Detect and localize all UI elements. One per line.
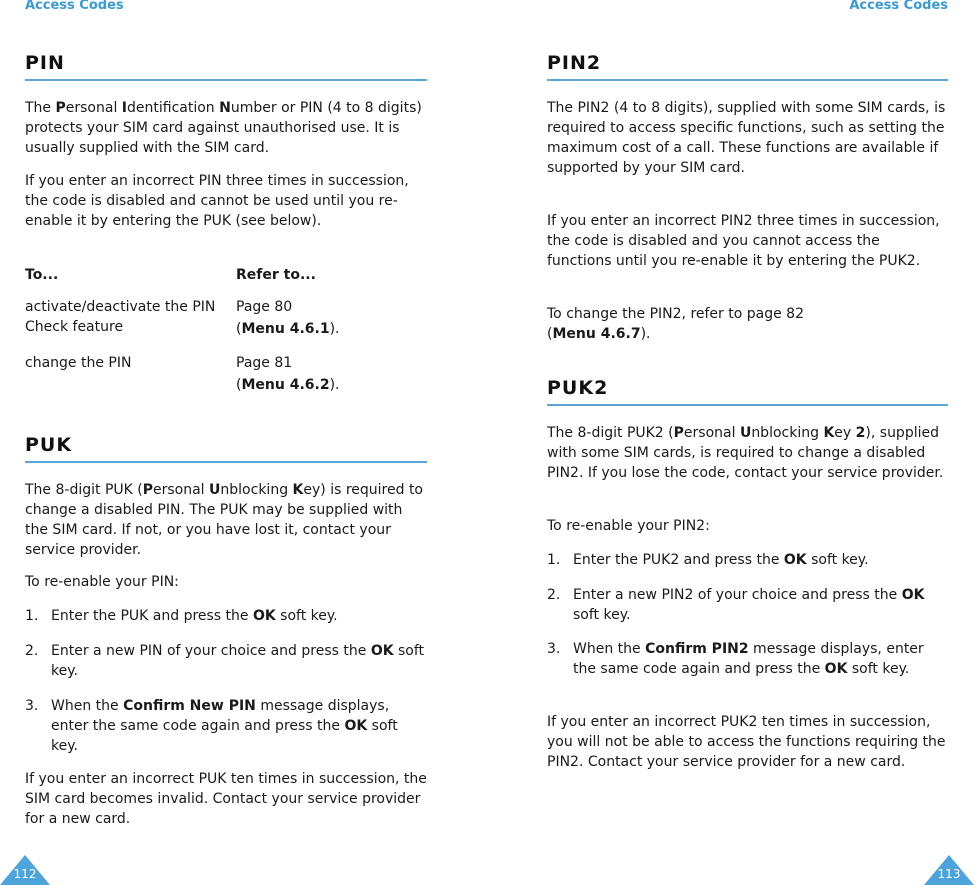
- pin2-intro-paragraph: The PIN2 (4 to 8 digits), supplied with some SIM cards, is required to access specific functions, such as setting the maximum cost of a call. These functions are available if supported by your SIM card.: [547, 100, 946, 176]
- list-item: 2. Enter a new PIN2 of your choice and press the OK soft key.: [547, 587, 925, 623]
- pin-intro-paragraph: The Personal Identification Number or PIN (4 to 8 digits) protects your SIM card against unauthorised use. It is usually supplied with the SIM card.: [25, 100, 422, 156]
- running-header-right: Access Codes: [849, 0, 948, 13]
- table-row: [25, 353, 427, 397]
- table-cell-reference: Page 81 (Menu 4.6.2).: [236, 355, 340, 393]
- list-item: 1. Enter the PUK and press the OK soft key.: [25, 608, 338, 624]
- list-item: 3. When the Confirm New PIN message displays, enter the same code again and press the OK soft key.: [25, 698, 398, 754]
- puk2-reenable-label: To re-enable your PIN2:: [547, 518, 710, 534]
- puk2-invalid-paragraph: If you enter an incorrect PUK2 ten times in succession, you will not be able to access the functions requiring the PIN2. Contact your service provider for a new card.: [547, 714, 946, 770]
- table-header-to: To...: [25, 267, 59, 283]
- page-number-right: 113: [937, 867, 961, 881]
- section-title-pin: PIN: [25, 52, 427, 81]
- table-cell-action: activate/deactivate the PIN Check feature: [25, 299, 216, 335]
- list-item: 3. When the Confirm PIN2 message displays, enter the same code again and press the OK soft key.: [547, 641, 924, 677]
- page-number-badge-right: [924, 855, 974, 885]
- puk-intro-paragraph: The 8-digit PUK (Personal Unblocking Key) is required to change a disabled PIN. The PUK may be supplied with the SIM card. If not, or you have lost it, contact your service provider.: [25, 482, 423, 558]
- pin-reference-table: [25, 265, 427, 397]
- list-item: 1. Enter the PUK2 and press the OK soft key.: [547, 552, 869, 568]
- table-cell-action: change the PIN: [25, 355, 132, 371]
- table-row: [25, 297, 427, 353]
- pin2-incorrect-paragraph: If you enter an incorrect PIN2 three times in succession, the code is disabled and you cannot access the functions until you re-enable it by entering the PUK2.: [547, 213, 940, 269]
- section-title-pin2: PIN2: [547, 52, 948, 81]
- pin2-change-paragraph: To change the PIN2, refer to page 82 (Menu 4.6.7).: [547, 306, 804, 342]
- table-header-refer: Refer to...: [236, 267, 316, 283]
- table-cell-reference: Page 80 (Menu 4.6.1).: [236, 299, 340, 337]
- running-header-left: Access Codes: [25, 0, 124, 13]
- section-title-puk2: PUK2: [547, 377, 948, 406]
- pin-incorrect-paragraph: If you enter an incorrect PIN three times in succession, the code is disabled and cannot be used until you re-enable it by entering the PUK (see below).: [25, 173, 409, 229]
- section-title-puk: PUK: [25, 434, 427, 463]
- puk-reenable-label: To re-enable your PIN:: [25, 574, 179, 590]
- page-number-badge-left: [0, 855, 50, 885]
- page-number-left: 112: [13, 867, 37, 881]
- puk2-intro-paragraph: The 8-digit PUK2 (Personal Unblocking Key 2), supplied with some SIM cards, is required to change a disabled PIN2. If you lose the code, contact your service provider.: [547, 425, 944, 481]
- table-header-row: [25, 265, 427, 297]
- list-item: 2. Enter a new PIN of your choice and press the OK soft key.: [25, 643, 425, 679]
- puk-invalid-paragraph: If you enter an incorrect PUK ten times in succession, the SIM card becomes invalid. Contact your service provider for a new card.: [25, 771, 427, 827]
